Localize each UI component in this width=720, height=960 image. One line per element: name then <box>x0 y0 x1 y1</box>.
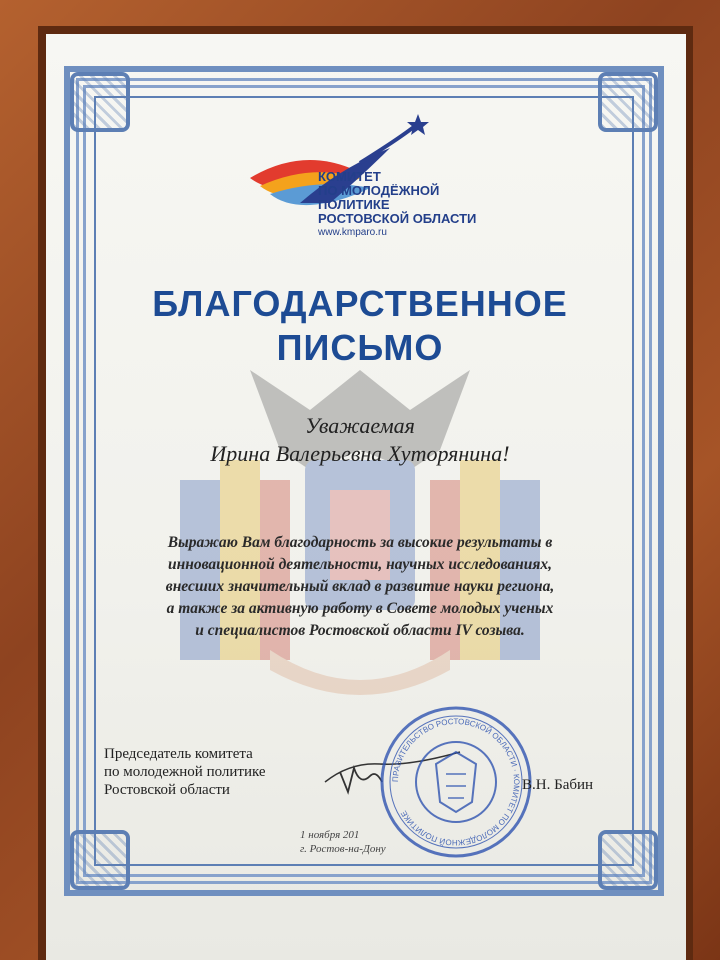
title-line-1: БЛАГОДАРСТВЕННОЕ <box>152 283 568 324</box>
logo-line-2: ПО МОЛОДЁЖНОЙ <box>318 183 440 198</box>
body-line: и специалистов Ростовской области IV созыва. <box>195 622 525 639</box>
issue-date: 1 ноября 201 <box>300 829 360 841</box>
certificate-title <box>100 282 620 370</box>
border-corner-top-left <box>70 72 130 132</box>
signer-position-line: Ростовской области <box>104 782 230 798</box>
signer-position <box>104 745 294 799</box>
coat-of-arms-watermark-icon <box>160 330 560 720</box>
border-corner-top-right <box>598 72 658 132</box>
recipient-name: Ирина Валерьевна Хуторянина! <box>210 441 510 466</box>
logo-url: www.kmparo.ru <box>318 227 387 238</box>
body-line: инновационной деятельности, научных исследованиях, <box>167 556 553 573</box>
border-corner-bottom-left <box>70 830 130 890</box>
logo-line-1: КОМИТЕТ <box>318 169 381 184</box>
signer-position-line: по молодежной политике <box>104 764 266 780</box>
signer-name: В.Н. Бабин <box>522 777 594 793</box>
border-corner-bottom-right <box>598 830 658 890</box>
logo-line-4: РОСТОВСКОЙ ОБЛАСТИ <box>318 211 477 226</box>
seal-text: ПРАВИТЕЛЬСТВО РОСТОВСКОЙ ОБЛАСТИ · КОМИТЕТ ПО МОЛОДЕЖНОЙ ПОЛИТИКЕ <box>390 716 522 848</box>
gratitude-text <box>104 532 616 642</box>
body-line: а также за активную работу в Совете молодых ученых <box>166 600 554 617</box>
logo-line-3: ПОЛИТИКЕ <box>318 197 390 212</box>
signer-position-line: Председатель комитета <box>104 746 253 762</box>
issue-date-place <box>300 828 440 856</box>
salutation: Уважаемая <box>305 413 415 438</box>
logo-wordmark <box>318 170 476 240</box>
body-line: Выражаю Вам благодарность за высокие результаты в <box>167 534 553 551</box>
title-line-2: ПИСЬМО <box>276 327 444 368</box>
body-line: внесших значительный вклад в развитие науки региона, <box>165 578 555 595</box>
greeting <box>100 412 620 468</box>
issue-place: г. Ростов-на-Дону <box>300 843 386 855</box>
